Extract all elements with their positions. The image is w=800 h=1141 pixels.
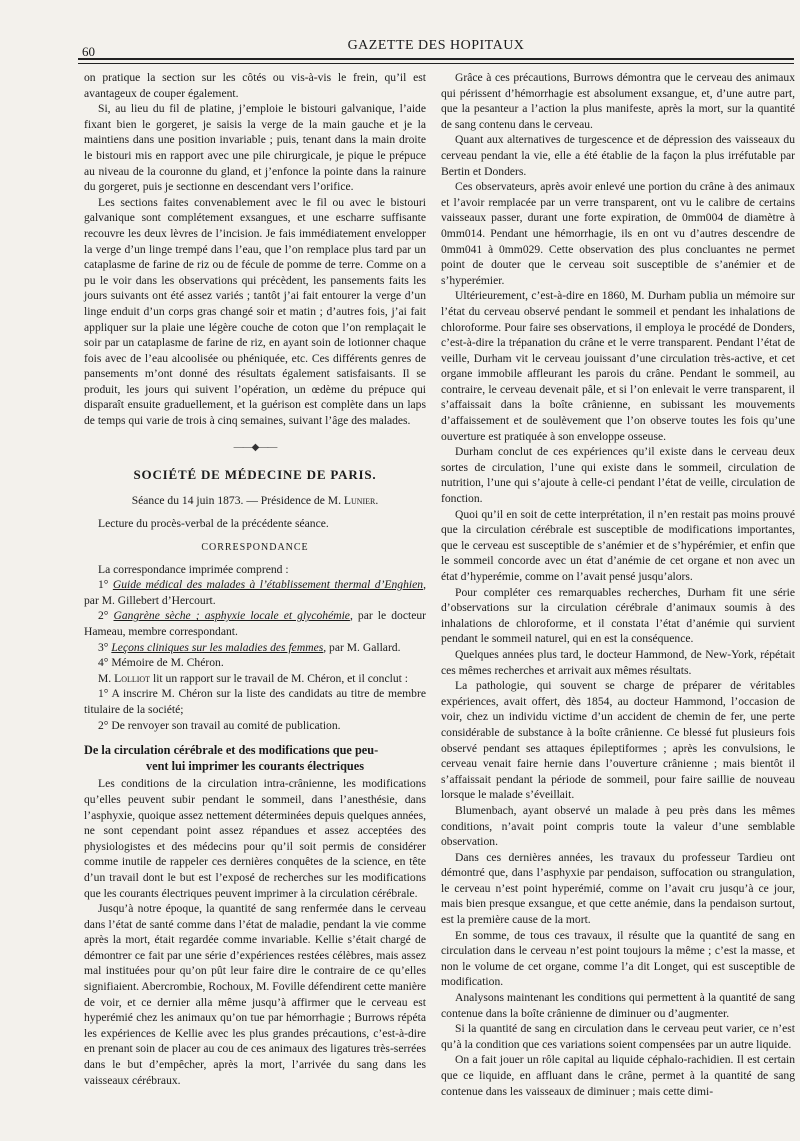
reporter-name: M. Lolliot — [98, 671, 151, 685]
item-text: , par le docteur Hameau, membre correspondant. — [84, 609, 426, 638]
paragraph: Quoi qu’il en soit de cette interprétation, il n’en restait pas moins prouvé que la circulation cérébrale est susceptible de modifications importantes, que le cerveau est susceptible de s’anémier et de s’hypérémier, et enfin que le sommeil concorde avec un état d’anémie de cet organe et non avec un état d’hyperémie, comme on l’avait pensé jusqu’alors. — [441, 507, 795, 583]
page-number: 60 — [82, 44, 95, 59]
correspondence-item — [84, 640, 426, 656]
paragraph: Ultérieurement, c’est-à-dire en 1860, M. Durham publia un mémoire sur l’état du cerveau observé pendant le sommeil et pendant les inhalations de chloroforme. Pour faire ses observations, il employa le procédé de Donders, c’est-à-dire la trépanation du crâne et le verre transparent. Pendant l’état de veille, Durham vit le cerveau jouissant d’une circulation très-active, et cet organe immobile affleurant les parois du crâne. Pendant le sommeil, au contraire, le cerveau devenait pâle, et si l’on enlevait le verre transparent, il s’affaissait dans la boîte crânienne, en subissant les mouvements d’affaissement et de soulèvement que l’on observe toutes les fois qu’une ouverture est pratiquée à son enveloppe osseuse. — [441, 289, 795, 443]
paragraph: Si, au lieu du fil de platine, j’emploie le bistouri galvanique, l’aide fixant bien le gorgeret, je saisis la verge de la main gauche et je la maintiens dans une position invariable ; puis, tenant dans la main droite le bistouri mis en rapport avec une pile chirurgicale, je pique le prépuce au niveau de la couronne du gland, et j’enfonce la pointe dans la rainure du gorgeret, puis je sectionne en descendant vers l’orifice. — [84, 102, 426, 194]
paragraph: Quelques années plus tard, le docteur Hammond, de New-York, répétait ces mêmes recherches et arrivait aux mêmes résultats. — [441, 647, 795, 677]
item-number: 1° — [98, 578, 113, 592]
item-number: 3° — [98, 640, 112, 654]
item-number: 4° — [98, 656, 112, 670]
minutes-line: Lecture du procès-verbal de la précédente séance. — [98, 517, 329, 531]
article-title-line-2: vent lui imprimer les courants électriques — [145, 758, 364, 773]
society-heading: SOCIÉTÉ DE MÉDECINE DE PARIS. — [133, 467, 377, 483]
paragraph: En somme, de tous ces travaux, il résulte que la quantité de sang en circulation dans le cerveau n’est point toujours la même ; c’est la masse, et non le volume de cet organe, comme l’a dit Longet, qui est susceptible de modification. — [441, 928, 795, 989]
paragraph: Grâce à ces précautions, Burrows démontra que le cerveau des animaux qui périssent d’hémorrhagie est absolument exsangue, et, d’une autre part, que la pesanteur a l’action la plus manifeste, après la mort, sur la quantité de sang contenu dans le cerveau. — [441, 71, 795, 131]
item-number: 2° — [98, 609, 114, 623]
item-text: Mémoire de M. Chéron. — [111, 656, 224, 670]
item-title: Gangrène sèche ; asphyxie locale et glycohémie — [113, 609, 350, 623]
paragraph: Blumenbach, ayant observé un malade à peu près dans les mêmes conditions, n’avait point compris toute la valeur d’une semblable observation. — [441, 803, 795, 849]
president-name: Lunier — [343, 493, 376, 507]
item-text: , par M. Gillebert d’Hercourt. — [84, 578, 426, 607]
correspondence-item — [84, 655, 426, 671]
conclusion-item: 1° A inscrire M. Chéron sur la liste des candidats au titre de membre titulaire de la société; — [84, 687, 426, 716]
item-text: , par M. Gallard. — [323, 640, 401, 654]
session-text: Séance du 14 juin 1873. — Présidence de M. — [131, 493, 344, 507]
header-rule-thick — [78, 58, 794, 60]
correspondence-item — [84, 608, 426, 639]
paragraph: Les conditions de la circulation intra-crânienne, les modifications qu’elles peuvent subir pendant le sommeil, dans l’anesthésie, dans l’asphyxie, quoique assez nettement déterminées depuis quelques années, ne sont cependant point assez répandues et assez acceptées des physiologistes et des médecins pour qu’il soit permis de considérer comme inutile de rappeler ces dernières conquêtes de la science, en tête d’un travail dont le but est l’exposé de recherches sur les modifications que les courants électriques peuvent imprimer à la circulation cérébrale. — [84, 777, 426, 900]
paragraph: Jusqu’à notre époque, la quantité de sang renfermée dans le cerveau dans l’état de santé comme dans l’état de maladie, pendant la vie comme après la mort, était regardée comme invariable. Kellie s’était chargé de démontrer ce fait par une série d’expériences restées célèbres, mais assez mal instituées pour qu’on pût leur faire dire le contraire de ce qu’elles signifiaient. Abercrombie, Rochoux, M. Foville défendirent cette manière de voir, et ce dernier alla même jusqu’à affirmer que le cerveau est hyperémié chez les animaux qu’on tue par hémorrhagie ; Burrows répéta les expériences de Kellie avec les plus grandes précautions, c’est-à-dire en prenant soin de placer au cou de ces animaux des ligatures très-serrées dans le but d’empêcher, après la mort, l’arrivée du sang dans les vaisseaux cérébraux. — [84, 902, 426, 1087]
article-title-line-1: De la circulation cérébrale et des modifications que peu- — [84, 743, 379, 758]
page-header — [78, 30, 794, 64]
item-title: Guide médical des malades à l’établissement thermal d’Enghien — [112, 578, 424, 592]
paragraph: Les sections faites convenablement avec le fil ou avec le bistouri galvanique sont complétement exsangues, et une escharre suffisante recouvre les deux lèvres de l’incision. Je fais immédiatement envelopper la verge d’un linge trempé dans l’eau, que l’on remplace plus tard par un cataplasme de farine de riz ou de fécule de pomme de terre. Comme on a pu le voir dans les observations qui précèdent, les pansements faits les jours suivants ont été assez variés ; tantôt j’ai fait entourer la verge d’un linge enduit d’un corps gras changé soir et matin ; d’autres fois, j’ai fait appliquer sur la plaie une légère couche de coton que l’on remplaçait le soir par un cataplasme de farine de riz, en ayant soin de lotionner chaque fois avec de l’eau alcoolisée ou phéniquée, etc. Ces différents genres de pansements m’ont donné des résultats également satisfaisants. Il se produit, les jours qui suivent l’opération, un œdème du prépuce qui disparaît ensuite graduellement, et la guérison est complète dans un laps de temps qui varie de trois à cinq semaines, suivant l’âge des malades. — [84, 195, 426, 428]
running-title: GAZETTE DES HOPITAUX — [347, 38, 525, 53]
right-column — [441, 70, 795, 1099]
paragraph: Ces observateurs, après avoir enlevé une portion du crâne à des animaux et l’avoir remplacée par un verre transparent, ont vu le calibre de certains vaisseaux passer, durant une forte expiration, de 0mm004 de diamètre à 0mm014. Pendant une hémorrhagie, ils en ont vu d’autres descendre de 0mm041 à 0mm029. Cette observation des plus concluantes ne permet point de douter que le cerveau soit susceptible de s’anémier et de s’hyperémier. — [441, 180, 795, 287]
paragraph: Analysons maintenant les conditions qui permettent à la quantité de sang contenue dans la boîte crânienne de diminuer ou d’augmenter. — [441, 991, 795, 1020]
correspondence-item — [84, 577, 426, 608]
correspondence-intro: La correspondance imprimée comprend : — [98, 562, 289, 576]
session-line: Séance du 14 juin 1873. — Présidence de M. Lunier. — [131, 493, 379, 507]
section-ornament: ——◆—— — [233, 441, 277, 453]
paragraph: Dans ces dernières années, les travaux du professeur Tardieu ont démontré que, dans l’asphyxie par pendaison, suffocation ou strangulation, le cerveau n’est point hyperémié, comme on l’avait cru jusqu’à ce jour, mais bien presque exsangue, et que cette anémie, dans la pendaison surtout, est la première cause de la mort. — [441, 850, 795, 927]
paragraph: On a fait jouer un rôle capital au liquide céphalo-rachidien. Il est certain que ce liquide, en affluant dans le crâne, permet à la quantité de sang contenue dans les vaisseaux de diminuer ; mais cette dimi- — [441, 1053, 795, 1098]
paragraph: Quant aux alternatives de turgescence et de dépression des vaisseaux du cerveau pendant la vie, elle a été établie de la façon la plus irréfutable par Bertin et Donders. — [441, 133, 795, 178]
conclusion-item: 2° De renvoyer son travail au comité de publication. — [98, 718, 341, 732]
correspondence-heading: CORRESPONDANCE — [201, 542, 309, 554]
report-text: lit un rapport sur le travail de M. Chéron, et il conclut : — [150, 671, 408, 685]
paragraph: on pratique la section sur les côtés ou vis-à-vis le frein, qu’il est avantageux de couper également. — [84, 71, 426, 100]
header-rule-thin — [78, 63, 794, 64]
report-paragraph — [84, 671, 426, 687]
item-title: Leçons cliniques sur les maladies des femmes — [111, 640, 324, 654]
left-column — [84, 70, 426, 1088]
paragraph: Pour compléter ces remarquables recherches, Durham fit une série d’observations sur la circulation cérébrale d’animaux soumis à des inhalations de chloroforme, et il constata l’état d’anémie qui survient pendant le sommeil naturel, qui en est la conséquence. — [441, 585, 795, 646]
paragraph: La pathologie, qui souvent se charge de préparer de véritables expériences, avait offert, dès 1854, au docteur Hammond, l’occasion de voir, chez un individu victime d’un accident de chemin de fer, une perte considérable de substance à la boîte crânienne. Ce blessé fut plusieurs fois observé pendant ses attaques épileptiformes ; après les convulsions, le cerveau venait faire hernie dans l’ouverture crânienne ; mais bientôt il s’affaissait pendant la période de sommeil, pour faire saillie de nouveau lorsque le malade s’éveillait. — [441, 679, 795, 802]
paragraph: Si la quantité de sang en circulation dans le cerveau peut varier, ce n’est qu’à la condition que ces variations soient compensées par un autre liquide. — [441, 1022, 795, 1051]
paragraph: Durham conclut de ces expériences qu’il existe dans le cerveau deux sortes de circulation, l’une qui existe dans le sommeil, circulation de nutrition, l’une qui s’ajoute à celle-ci pendant l’état de veille, circulation de fonction. — [441, 445, 795, 506]
